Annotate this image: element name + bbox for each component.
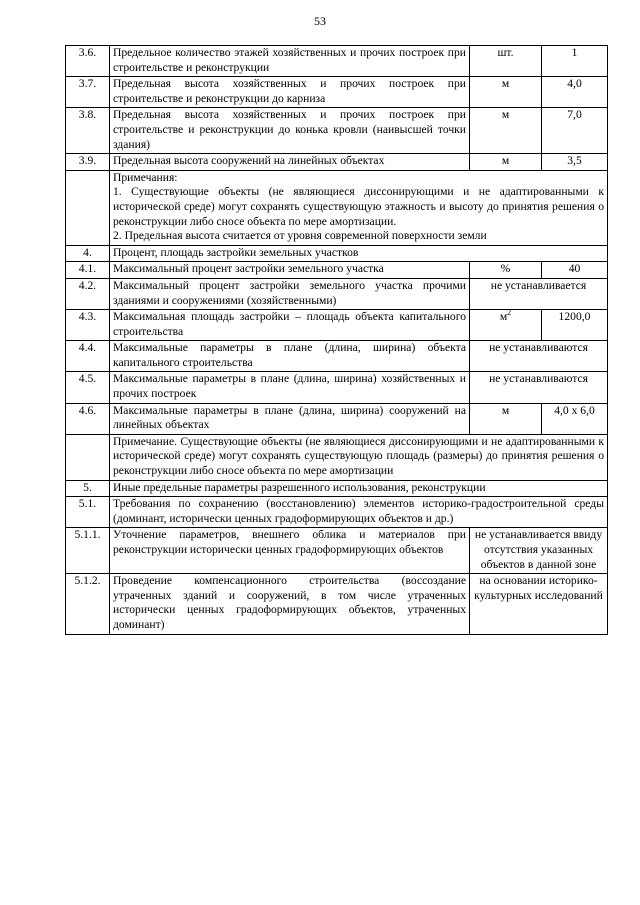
parameter-unit (470, 310, 542, 341)
parameter-description: Максимальный процент застройки земельного участка (110, 262, 470, 279)
table-row (66, 77, 608, 108)
parameter-description: Уточнение параметров, внешнего облика и материалов при реконструкции исторически ценных градоформирующих объектов (110, 528, 470, 574)
table-row (66, 108, 608, 154)
parameter-value: 4,0 (542, 77, 608, 108)
parameter-value: 7,0 (542, 108, 608, 154)
row-number: 3.7. (66, 77, 110, 108)
parameter-value: 3,5 (542, 154, 608, 171)
note-paragraph: 1. Существующие объекты (не являющиеся диссонирующими и не адаптированными к исторической среде) могут сохранять существующую этажность и высоту до принятия решения о реконструкции либо сносе объекта по мере амортизации. (113, 185, 604, 228)
note-paragraph: 2. Предельная высота считается от уровня современной поверхности земли (113, 229, 487, 243)
parameter-unit (470, 77, 542, 108)
row-number: 5. (66, 480, 110, 497)
regulations-table (65, 45, 608, 635)
unit-text: м (501, 108, 510, 122)
table-row (66, 245, 608, 262)
row-number: 5.1.2. (66, 574, 110, 634)
row-number: 4.3. (66, 310, 110, 341)
parameter-unit (470, 46, 542, 77)
regulations-table-body (66, 46, 608, 635)
row-number: 5.1.1. (66, 528, 110, 574)
table-row (66, 154, 608, 171)
parameter-unit (470, 403, 542, 434)
unit-superscript: 2 (507, 308, 512, 318)
parameter-value: 4,0 х 6,0 (542, 403, 608, 434)
row-number: 4.5. (66, 372, 110, 403)
table-row (66, 46, 608, 77)
parameter-value: на основании историко-культурных исследований (470, 574, 608, 634)
parameter-description: Предельная высота хозяйственных и прочих построек при строительстве и реконструкции до конька кровли (наивысшей точки здания) (110, 108, 470, 154)
row-number (66, 434, 110, 480)
unit-text: м (499, 310, 508, 324)
parameter-unit (470, 108, 542, 154)
row-number: 3.6. (66, 46, 110, 77)
unit-text: м (501, 154, 510, 168)
unit-text: м (501, 77, 510, 91)
table-row (66, 528, 608, 574)
note-cell (110, 434, 608, 480)
row-number: 3.8. (66, 108, 110, 154)
row-number: 4.6. (66, 403, 110, 434)
row-number: 4.1. (66, 262, 110, 279)
parameter-value: не устанавливается ввиду отсутствия указанных объектов в данной зоне (470, 528, 608, 574)
unit-text: м (501, 403, 510, 417)
table-row (66, 574, 608, 634)
parameter-value: 1 (542, 46, 608, 77)
parameter-description: Максимальные параметры в плане (длина, ширина) хозяйственных и прочих построек (110, 372, 470, 403)
table-row (66, 403, 608, 434)
section-heading: Требования по сохранению (восстановлению) элементов историко-градостроительной среды (доминант, исторически ценных градоформирующих объектов и др.) (110, 497, 608, 528)
parameter-value: не устанавливается (470, 278, 608, 309)
row-number (66, 170, 110, 245)
note-paragraph: Примечание. Существующие объекты (не являющиеся диссонирующими и не адаптированными к исторической среде) могут сохранять существующую площадь (размеры) до принятия решения о реконструкции либо сносе объекта по мере амортизации (113, 434, 604, 478)
row-number: 4.2. (66, 278, 110, 309)
row-number: 4. (66, 245, 110, 262)
table-row (66, 170, 608, 245)
table-row (66, 341, 608, 372)
parameter-value: 1200,0 (542, 310, 608, 341)
table-row (66, 480, 608, 497)
page-number: 53 (314, 14, 326, 28)
table-row (66, 310, 608, 341)
table-row (66, 278, 608, 309)
row-number: 4.4. (66, 341, 110, 372)
parameter-description: Предельная высота сооружений на линейных объектах (110, 154, 470, 171)
row-number: 3.9. (66, 154, 110, 171)
note-cell (110, 170, 608, 245)
note-paragraph: Примечания: (113, 170, 178, 184)
parameter-description: Предельное количество этажей хозяйственных и прочих построек при строительстве и реконструкции (110, 46, 470, 77)
parameter-description: Предельная высота хозяйственных и прочих построек при строительстве и реконструкции до карниза (110, 77, 470, 108)
parameter-value: 40 (542, 262, 608, 279)
unit-text: шт. (497, 46, 514, 59)
unit-text: % (500, 262, 511, 276)
table-row (66, 497, 608, 528)
parameter-unit (470, 154, 542, 171)
parameter-description: Максимальная площадь застройки – площадь объекта капитального строительства (110, 310, 470, 341)
parameter-value: не устанавливаются (470, 372, 608, 403)
table-row (66, 262, 608, 279)
section-heading: Иные предельные параметры разрешенного использования, реконструкции (110, 480, 608, 497)
parameter-description: Максимальный процент застройки земельного участка прочими зданиями и сооружениями (хозяйственными) (110, 278, 470, 309)
parameter-value: не устанавливаются (470, 341, 608, 372)
parameter-description: Проведение компенсационного строительства (воссоздание утраченных зданий и сооружений, в том числе утраченных исторически ценных градоформирующих объектов, утраченных доминант) (110, 574, 470, 634)
parameter-description: Максимальные параметры в плане (длина, ширина) сооружений на линейных объектах (110, 403, 470, 434)
parameter-description: Максимальные параметры в плане (длина, ширина) объекта капитального строительства (110, 341, 470, 372)
row-number: 5.1. (66, 497, 110, 528)
table-row (66, 372, 608, 403)
section-heading: Процент, площадь застройки земельных участков (110, 245, 608, 262)
table-row (66, 434, 608, 480)
parameter-unit (470, 262, 542, 279)
